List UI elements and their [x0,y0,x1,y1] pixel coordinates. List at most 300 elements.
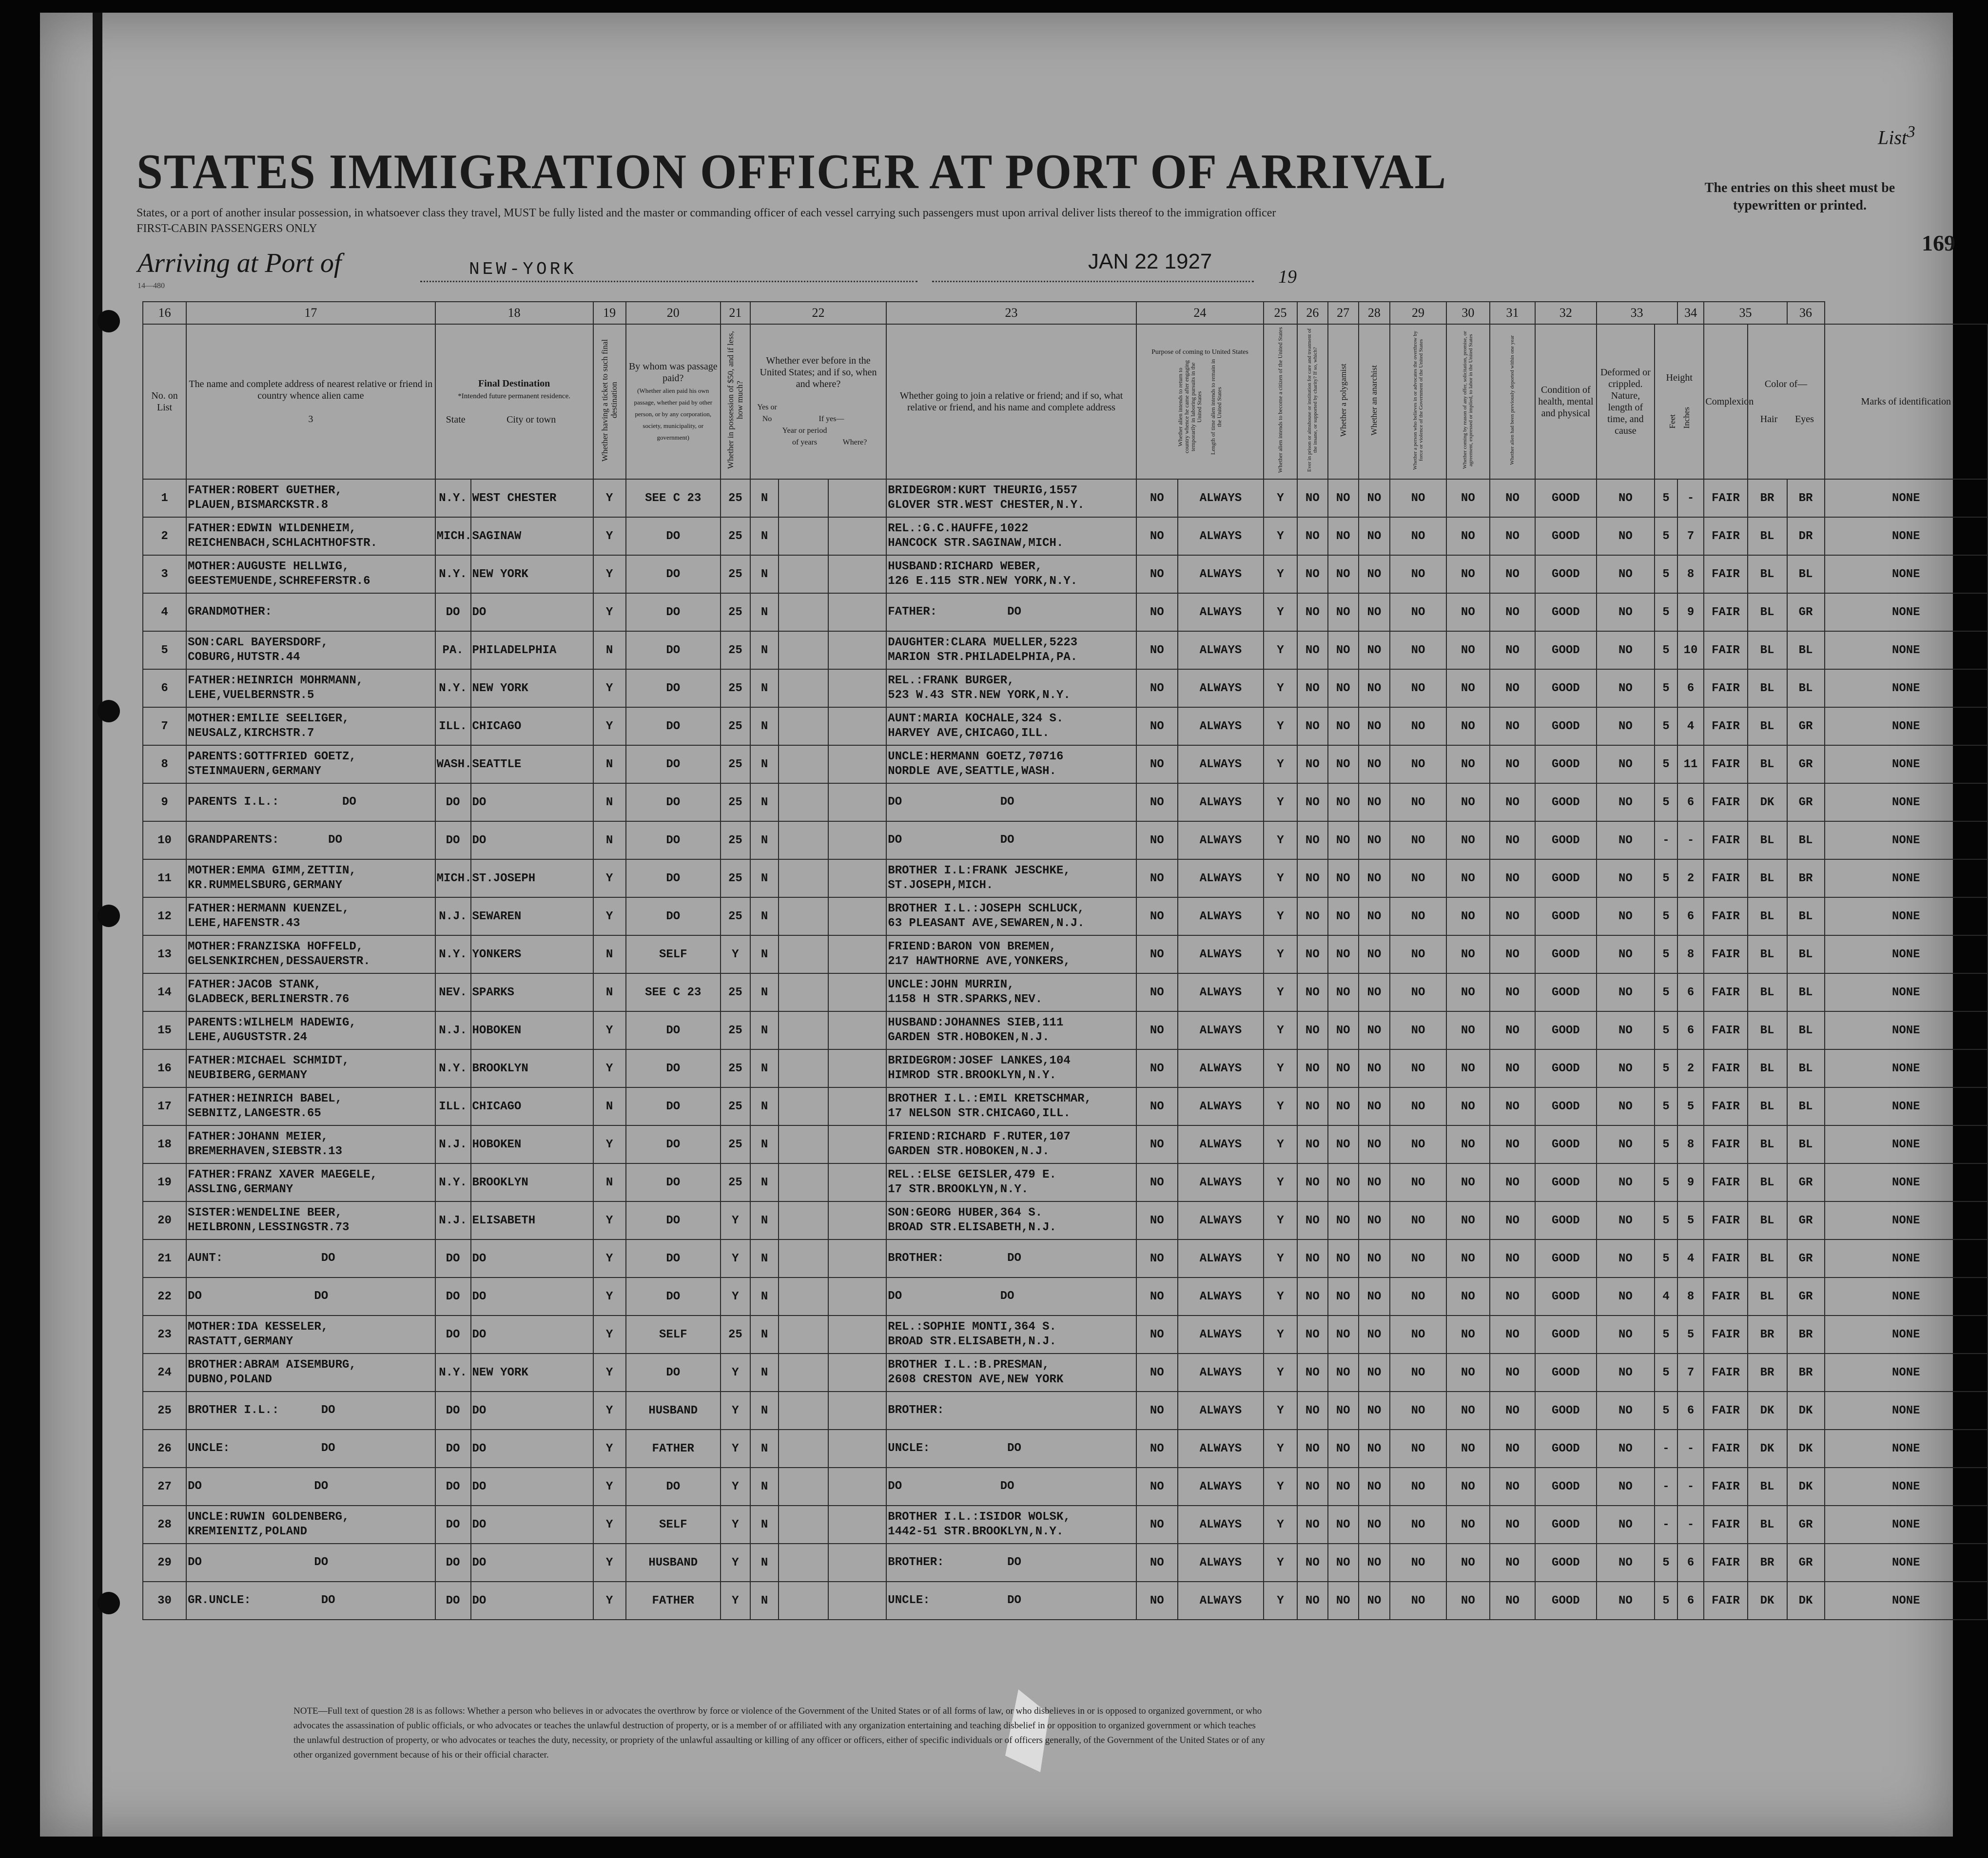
relative-cell-line: FATHER:JACOB STANK, [188,978,321,991]
stay-length-cell: ALWAYS [1178,821,1264,859]
polygamist-cell: NO [1328,593,1359,631]
footnote: NOTE—Full text of question 28 is as follows: Whether a person who believes in or advocates the overthrow by force or violence of the Government of the United States or of all forms of law, or who disbelieves in or is opposed to organized government, or who advocates the assassination of public officials, or who advocates or teaches the unlawful destruction of property, or is a member of or affiliated with any organization entertaining and teaching disbelief in or opposition to organized government or which teaches the unlawful destruction of property, or who advocates or teaches the duty, necessity, or propriety of the unlawful assaulting or killing of any officer or officers, either of specific individuals or of officers generally, of the Government of the United States or of any other organized government because of his or their official character. [293,1706,1265,1760]
relative-cell [186,1468,435,1506]
before-us-cell: N [750,1163,779,1201]
purpose-return-cell: NO [1136,1125,1178,1163]
complexion-cell: FAIR [1704,593,1747,631]
overthrow-cell: NO [1390,555,1446,593]
feet-cell: 5 [1655,631,1677,669]
col-number: 28 [1359,302,1390,324]
relative-cell-line: NEUSALZ,KIRCHSTR.7 [188,727,314,740]
hair-cell: DK [1748,1392,1787,1430]
state-cell: N.Y. [435,1354,471,1392]
city-cell: NEW YORK [471,669,593,707]
stay-length-cell: ALWAYS [1178,1506,1264,1544]
relative-cell-line: SON:CARL BAYERSDORF, [188,636,329,649]
eyes-cell: DR [1787,517,1825,555]
row-number: 27 [143,1468,186,1506]
deported-cell: NO [1490,821,1535,859]
purpose-return-cell: NO [1136,517,1178,555]
inches-cell: 4 [1677,1239,1704,1277]
header-overthrow: Whether a person who believes in or advocates the overthrow by force or violence of the Government of the United States [1390,324,1446,479]
passenger-class: FIRST-CABIN PASSENGERS ONLY [136,222,317,235]
feet-cell: 5 [1655,669,1677,707]
where-cell [828,1239,887,1277]
relative-cell [186,1125,435,1163]
before-us-cell: N [750,1506,779,1544]
state-cell: DO [435,1544,471,1582]
citizen-cell: Y [1264,1049,1297,1087]
feet-cell: 5 [1655,1239,1677,1277]
eyes-cell: GR [1787,783,1825,821]
purpose-return-cell: NO [1136,745,1178,783]
polygamist-cell: NO [1328,973,1359,1011]
contract-cell: NO [1446,1125,1490,1163]
feet-cell: 5 [1655,1201,1677,1239]
relative-cell [186,1201,435,1239]
row-number: 3 [143,555,186,593]
money-cell: 25 [721,479,750,517]
joining-cell-line: REL.:G.C.HAUFFE,1022 [888,522,1029,535]
health-cell: GOOD [1535,1239,1597,1277]
ticket-cell: N [593,631,626,669]
state-cell: DO [435,1392,471,1430]
city-cell: DO [471,593,593,631]
paid-by-cell: DO [626,1354,721,1392]
col-number: 34 [1677,302,1704,324]
ticket-cell: Y [593,1582,626,1620]
relative-cell-line: GLADBECK,BERLINERSTR.76 [188,993,350,1006]
anarchist-cell: NO [1359,1430,1390,1468]
anarchist-cell: NO [1359,555,1390,593]
purpose-return-cell: NO [1136,783,1178,821]
overthrow-cell: NO [1390,1049,1446,1087]
prison-cell: NO [1297,1163,1328,1201]
table-row [143,1277,1988,1316]
table-row [143,1354,1988,1392]
money-cell: 25 [721,631,750,669]
before-us-cell: N [750,1354,779,1392]
city-cell: DO [471,1544,593,1582]
complexion-cell: FAIR [1704,1239,1747,1277]
joining-cell-line: DAUGHTER:CLARA MUELLER,5223 [888,636,1078,649]
deported-cell: NO [1490,1049,1535,1087]
inches-cell: 11 [1677,745,1704,783]
col-number: 21 [721,302,750,324]
eyes-cell: BL [1787,973,1825,1011]
city-cell: SEWAREN [471,897,593,935]
before-us-cell: N [750,707,779,745]
stay-length-cell: ALWAYS [1178,1354,1264,1392]
state-cell: N.J. [435,1125,471,1163]
anarchist-cell: NO [1359,631,1390,669]
citizen-cell: Y [1264,745,1297,783]
table-row [143,821,1988,859]
prison-cell: NO [1297,1430,1328,1468]
anarchist-cell: NO [1359,1049,1390,1087]
before-us-cell: N [750,1049,779,1087]
polygamist-cell: NO [1328,1201,1359,1239]
ticket-cell: Y [593,1354,626,1392]
prison-cell: NO [1297,1125,1328,1163]
stay-length-cell: ALWAYS [1178,1582,1264,1620]
complexion-cell: FAIR [1704,631,1747,669]
ticket-cell: Y [593,1544,626,1582]
overthrow-cell: NO [1390,935,1446,973]
before-us-cell: N [750,1125,779,1163]
joining-cell-line: BRIDEGROM:KURT THEURIG,1557 [888,484,1078,497]
ticket-cell: N [593,935,626,973]
joining-cell-line: DO DO [888,1290,1014,1303]
inches-cell: 8 [1677,555,1704,593]
before-us-cell: N [750,821,779,859]
citizen-cell: Y [1264,783,1297,821]
contract-cell: NO [1446,1011,1490,1049]
header-money: Whether in possession of $50, and if less, how much? [721,324,750,479]
paid-by-cell: DO [626,1049,721,1087]
purpose-return-cell: NO [1136,479,1178,517]
health-cell: GOOD [1535,669,1597,707]
city-cell: NEW YORK [471,555,593,593]
ticket-cell: Y [593,1316,626,1354]
before-us-cell: N [750,593,779,631]
eyes-cell: BL [1787,1049,1825,1087]
overthrow-cell: NO [1390,631,1446,669]
health-cell: GOOD [1535,1163,1597,1201]
complexion-cell: FAIR [1704,1277,1747,1316]
citizen-cell: Y [1264,517,1297,555]
complexion-cell: FAIR [1704,821,1747,859]
marks-cell: NONE [1825,745,1988,783]
state-cell: N.J. [435,1011,471,1049]
complexion-cell: FAIR [1704,859,1747,897]
deformed-cell: NO [1597,1239,1655,1277]
joining-cell-line: 63 PLEASANT AVE,SEWAREN,N.J. [888,917,1085,930]
overthrow-cell: NO [1390,1468,1446,1506]
joining-cell-line: REL.:SOPHIE MONTI,364 S. [888,1320,1056,1334]
relative-cell-line: FATHER:FRANZ XAVER MAEGELE, [188,1168,377,1181]
anarchist-cell: NO [1359,745,1390,783]
prison-cell: NO [1297,745,1328,783]
deported-cell: NO [1490,897,1535,935]
inches-cell: 8 [1677,935,1704,973]
joining-cell-line: BROAD STR.ELISABETH,N.J. [888,1221,1056,1234]
state-cell: ILL. [435,707,471,745]
city-cell: CHICAGO [471,707,593,745]
city-cell: DO [471,1316,593,1354]
col-number: 27 [1328,302,1359,324]
stay-length-cell: ALWAYS [1178,631,1264,669]
purpose-return-cell: NO [1136,707,1178,745]
marks-cell: NONE [1825,1163,1988,1201]
health-cell: GOOD [1535,1544,1597,1582]
stay-length-cell: ALWAYS [1178,1316,1264,1354]
relative-cell-line: SEBNITZ,LANGESTR.65 [188,1107,321,1120]
feet-cell: 5 [1655,1582,1677,1620]
joining-cell-line: AUNT:MARIA KOCHALE,324 S. [888,712,1064,725]
joining-cell-line: GLOVER STR.WEST CHESTER,N.Y. [888,499,1085,512]
joining-cell [886,859,1136,897]
complexion-cell: FAIR [1704,517,1747,555]
period-cell [779,1316,828,1354]
relative-cell-line: DO DO [188,1290,329,1303]
period-cell [779,479,828,517]
overthrow-cell: NO [1390,1392,1446,1430]
where-cell [828,1125,887,1163]
city-cell: ST.JOSEPH [471,859,593,897]
paid-by-cell: FATHER [626,1430,721,1468]
where-cell [828,593,887,631]
relative-cell [186,973,435,1011]
complexion-cell: FAIR [1704,935,1747,973]
col-number: 18 [435,302,593,324]
joining-cell-line: DO DO [888,1480,1014,1493]
table-row [143,593,1988,631]
citizen-cell: Y [1264,973,1297,1011]
row-number: 21 [143,1239,186,1277]
header-deported: Whether alien had been previously deported within one year [1490,324,1535,479]
feet-cell: 4 [1655,1277,1677,1316]
eyes-cell: BL [1787,631,1825,669]
period-cell [779,1430,828,1468]
table-row [143,1049,1988,1087]
where-cell [828,517,887,555]
table-row [143,555,1988,593]
eyes-cell: GR [1787,1201,1825,1239]
overthrow-cell: NO [1390,1430,1446,1468]
relative-cell-line: PARENTS:GOTTFRIED GOETZ, [188,750,356,763]
relative-cell-line: BREMERHAVEN,SIEBSTR.13 [188,1145,342,1158]
marks-cell: NONE [1825,783,1988,821]
binding-edge [93,13,102,1837]
stay-length-cell: ALWAYS [1178,1277,1264,1316]
table-row [143,1582,1988,1620]
deformed-cell: NO [1597,745,1655,783]
col-number: 25 [1264,302,1297,324]
contract-cell: NO [1446,1430,1490,1468]
contract-cell: NO [1446,555,1490,593]
joining-cell-line: FRIEND:BARON VON BREMEN, [888,940,1056,953]
city-cell: DO [471,821,593,859]
hair-cell: BL [1748,745,1787,783]
hair-cell: BL [1748,593,1787,631]
relative-cell-line: PARENTS:WILHELM HADEWIG, [188,1016,356,1029]
joining-cell-line: UNCLE:HERMANN GOETZ,70716 [888,750,1064,763]
row-number: 18 [143,1125,186,1163]
row-number: 20 [143,1201,186,1239]
relative-cell [186,517,435,555]
eyes-cell: BL [1787,935,1825,973]
relative-cell-line: MOTHER:FRANZISKA HOFFELD, [188,940,364,953]
deported-cell: NO [1490,973,1535,1011]
marks-cell: NONE [1825,555,1988,593]
relative-cell [186,1316,435,1354]
typewritten-note: The entries on this sheet must be typewritten or printed. [1704,180,1895,213]
purpose-return-cell: NO [1136,1392,1178,1430]
eyes-cell: BR [1787,859,1825,897]
joining-cell [886,1582,1136,1620]
relative-cell [186,1544,435,1582]
deformed-cell: NO [1597,1392,1655,1430]
citizen-cell: Y [1264,1354,1297,1392]
relative-cell-line: UNCLE:RUWIN GOLDENBERG, [188,1510,350,1524]
overthrow-cell: NO [1390,517,1446,555]
prison-cell: NO [1297,479,1328,517]
paid-by-cell: DO [626,745,721,783]
ticket-cell: N [593,973,626,1011]
eyes-cell: DK [1787,1392,1825,1430]
joining-cell-line: HIMROD STR.BROOKLYN,N.Y. [888,1069,1056,1082]
polygamist-cell: NO [1328,935,1359,973]
relative-cell-line: BROTHER I.L.: DO [188,1404,335,1417]
overthrow-cell: NO [1390,1506,1446,1544]
complexion-cell: FAIR [1704,745,1747,783]
column-number-row [143,302,1988,324]
marks-cell: NONE [1825,1125,1988,1163]
city-cell: DO [471,1430,593,1468]
period-cell [779,1544,828,1582]
prison-cell: NO [1297,1354,1328,1392]
paid-by-cell: DO [626,897,721,935]
deported-cell: NO [1490,1163,1535,1201]
stay-length-cell: ALWAYS [1178,707,1264,745]
header-joining: Whether going to join a relative or friend; and if so, what relative or friend, and his name and complete address [886,324,1136,479]
anarchist-cell: NO [1359,1506,1390,1544]
anarchist-cell: NO [1359,707,1390,745]
purpose-return-cell: NO [1136,1049,1178,1087]
overthrow-cell: NO [1390,593,1446,631]
money-cell: 25 [721,707,750,745]
city-cell: PHILADELPHIA [471,631,593,669]
inches-cell: 6 [1677,1582,1704,1620]
row-number: 30 [143,1582,186,1620]
state-cell: DO [435,1239,471,1277]
before-us-cell: N [750,935,779,973]
anarchist-cell: NO [1359,479,1390,517]
relative-cell-line: UNCLE: DO [188,1442,335,1455]
relative-cell-line: GRANDMOTHER: [188,605,272,619]
paid-by-cell: SEE C 23 [626,973,721,1011]
punch-hole [97,905,120,927]
row-number: 4 [143,593,186,631]
hair-cell: DK [1748,1430,1787,1468]
deported-cell: NO [1490,631,1535,669]
complexion-cell: FAIR [1704,555,1747,593]
money-cell: 25 [721,1163,750,1201]
period-cell [779,1582,828,1620]
anarchist-cell: NO [1359,669,1390,707]
relative-cell [186,1087,435,1125]
hair-cell: BR [1748,479,1787,517]
joining-cell-line: BROAD STR.ELISABETH,N.J. [888,1335,1056,1348]
contract-cell: NO [1446,1506,1490,1544]
table-row [143,1125,1988,1163]
joining-cell [886,631,1136,669]
joining-cell-line: BROTHER I.L:FRANK JESCHKE, [888,864,1071,877]
joining-cell [886,1277,1136,1316]
overthrow-cell: NO [1390,745,1446,783]
citizen-cell: Y [1264,669,1297,707]
hair-cell: BL [1748,669,1787,707]
money-cell: Y [721,1468,750,1506]
polygamist-cell: NO [1328,1544,1359,1582]
header-prison: Ever in prison or almshouse or institution for care and treatment of the insane, or supported by charity? If so, which? [1297,324,1328,479]
joining-cell-line: MARION STR.PHILADELPHIA,PA. [888,651,1078,664]
table-row [143,859,1988,897]
city-cell: DO [471,1277,593,1316]
complexion-cell: FAIR [1704,1011,1747,1049]
joining-cell-line: 17 STR.BROOKLYN,N.Y. [888,1183,1029,1196]
marks-cell: NONE [1825,1277,1988,1316]
relative-cell [186,1277,435,1316]
joining-cell [886,821,1136,859]
purpose-return-cell: NO [1136,1430,1178,1468]
ticket-cell: Y [593,593,626,631]
joining-cell-line: FRIEND:RICHARD F.RUTER,107 [888,1130,1071,1143]
city-cell: YONKERS [471,935,593,973]
complexion-cell: FAIR [1704,1316,1747,1354]
col-number: 23 [886,302,1136,324]
contract-cell: NO [1446,1239,1490,1277]
relative-cell-line: MOTHER:AUGUSTE HELLWIG, [188,560,350,573]
state-cell: DO [435,1430,471,1468]
hair-cell: BL [1748,555,1787,593]
relative-cell [186,1049,435,1087]
money-cell: 25 [721,783,750,821]
inches-cell: 6 [1677,669,1704,707]
anarchist-cell: NO [1359,1468,1390,1506]
joining-cell-line: 17 NELSON STR.CHICAGO,ILL. [888,1107,1071,1120]
relative-cell-line: BROTHER:ABRAM AISEMBURG, [188,1358,356,1372]
city-cell: SPARKS [471,973,593,1011]
polygamist-cell: NO [1328,783,1359,821]
row-number: 8 [143,745,186,783]
deformed-cell: NO [1597,1049,1655,1087]
where-cell [828,897,887,935]
where-cell [828,1087,887,1125]
marks-cell: NONE [1825,1201,1988,1239]
marks-cell: NONE [1825,897,1988,935]
col-number: 26 [1297,302,1328,324]
citizen-cell: Y [1264,935,1297,973]
prison-cell: NO [1297,973,1328,1011]
polygamist-cell: NO [1328,1430,1359,1468]
ticket-cell: Y [593,479,626,517]
health-cell: GOOD [1535,555,1597,593]
polygamist-cell: NO [1328,1277,1359,1316]
relative-cell-line: LEHE,VUELBERNSTR.5 [188,689,314,702]
relative-cell [186,1430,435,1468]
purpose-return-cell: NO [1136,897,1178,935]
arriving-label: Arriving at Port of [137,248,342,278]
joining-cell-line: BROTHER: DO [888,1556,1021,1569]
feet-cell: - [1655,1430,1677,1468]
relative-cell-line: KREMIENITZ,POLAND [188,1525,307,1538]
health-cell: GOOD [1535,1049,1597,1087]
manifest-sheet [40,13,1953,1837]
where-cell [828,935,887,973]
deported-cell: NO [1490,1582,1535,1620]
deported-cell: NO [1490,593,1535,631]
purpose-return-cell: NO [1136,859,1178,897]
prison-cell: NO [1297,1049,1328,1087]
state-cell: DO [435,821,471,859]
joining-cell-line: HUSBAND:JOHANNES SIEB,111 [888,1016,1064,1029]
prison-cell: NO [1297,1468,1328,1506]
where-cell [828,1163,887,1201]
deformed-cell: NO [1597,1506,1655,1544]
joining-cell [886,1049,1136,1087]
